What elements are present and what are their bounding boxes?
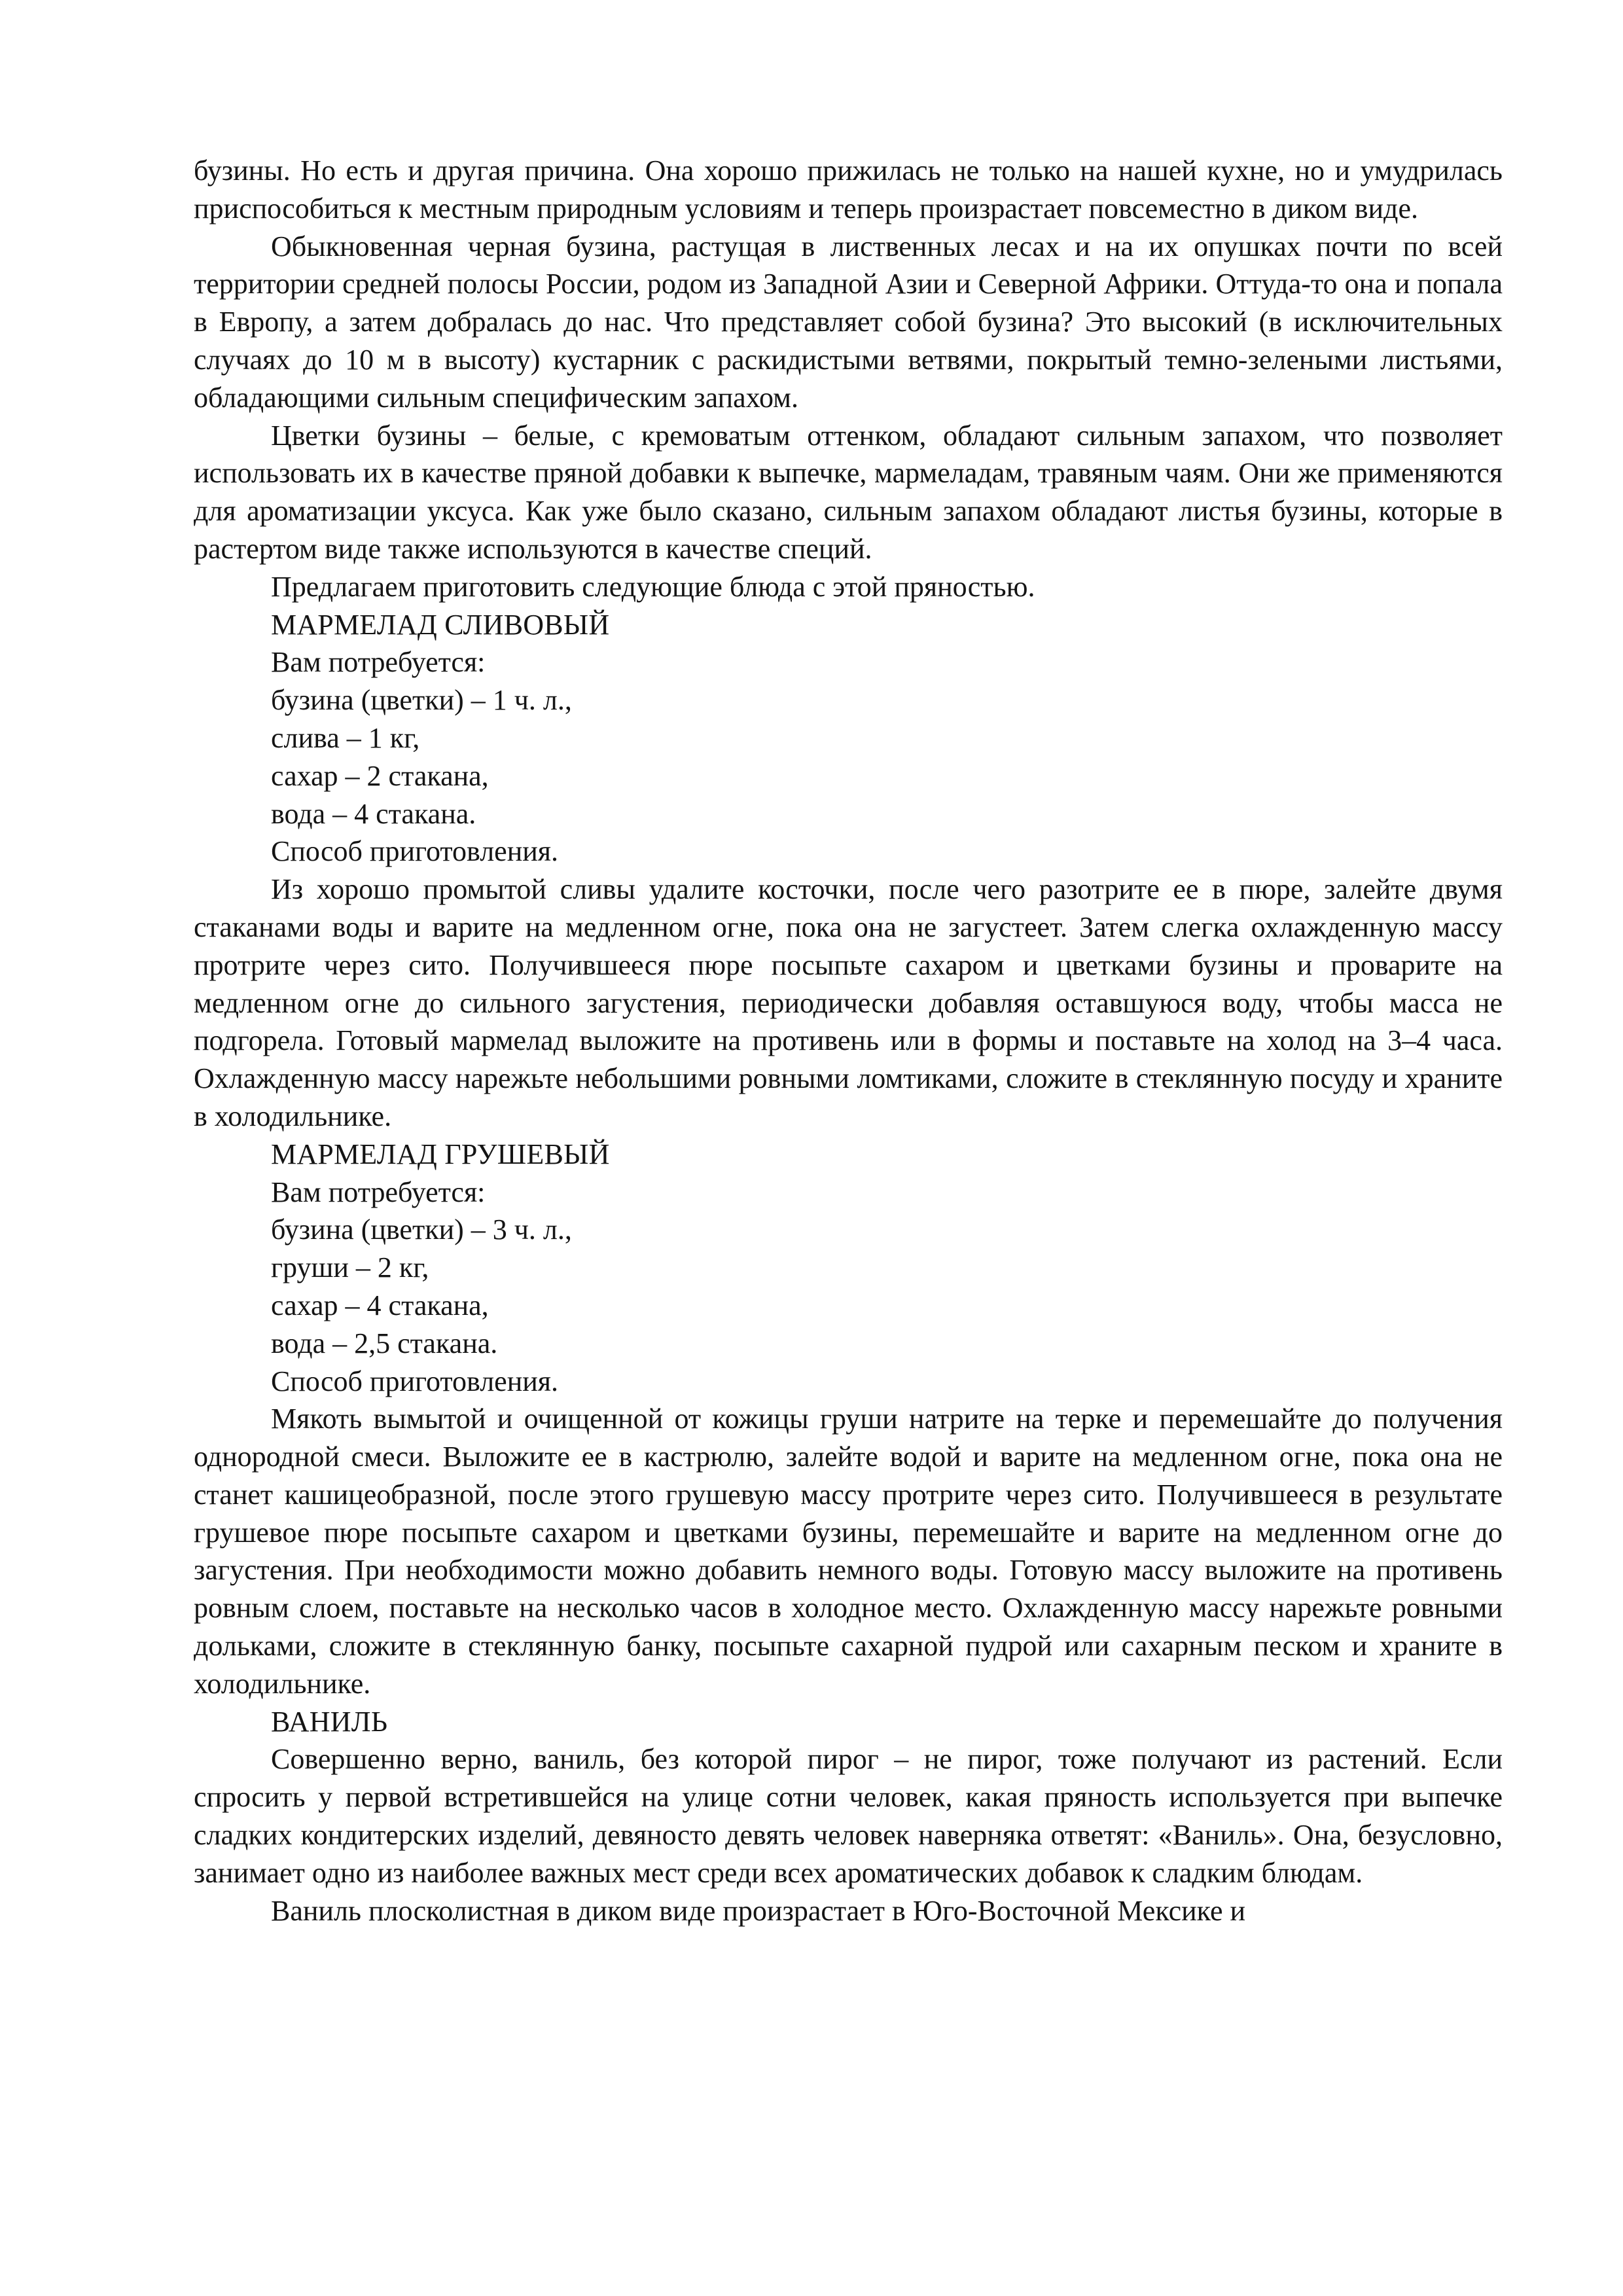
ingredient-item: груши – 2 кг, bbox=[271, 1251, 429, 1284]
ingredient-item: бузина (цветки) – 1 ч. л., bbox=[271, 684, 572, 717]
document-page bbox=[194, 152, 1503, 1929]
ingredient-item: сахар – 4 стакана, bbox=[271, 1289, 489, 1321]
recipe-plum-needs-label: Вам потребуется: bbox=[271, 646, 486, 679]
paragraph-intro-3: Цветки бузины – белые, с кремоватым оттенком, обладают сильным запахом, что позволяет использовать их в качестве пряной добавки к выпечке, мармеладам, травяным чаям. Они же применяются для ароматизации уксуса. Как уже было сказано, сильным запахом обладают листья бузины, которые в растертом виде также используются в качестве специй. bbox=[194, 419, 1503, 565]
recipe-plum bbox=[194, 606, 1503, 1136]
section-vanilla-title: ВАНИЛЬ bbox=[271, 1705, 388, 1738]
paragraph-intro-4: Предлагаем приготовить следующие блюда с этой пряностью. bbox=[271, 570, 1035, 603]
ingredient-item: сахар – 2 стакана, bbox=[271, 759, 489, 792]
ingredient-item: вода – 4 стакана. bbox=[271, 797, 476, 830]
paragraph-vanilla-2: Ваниль плосколистная в диком виде произрастает в Юго-Восточной Мексике и bbox=[271, 1894, 1246, 1927]
recipe-pear-needs-label: Вам потребуется: bbox=[271, 1175, 486, 1208]
recipe-pear-method-text: Мякоть вымытой и очищенной от кожицы груши натрите на терке и перемешайте до получения однородной смеси. Выложите ее в кастрюлю, залейте водой и варите на медленном огне, пока она не станет кашицеобразной, после этого грушевую массу протрите через сито. Получившееся в результате грушевое пюре посыпьте сахаром и цветками бузины, перемешайте и варите на медленном огне до загустения. При необходимости можно добавить немного воды. Готовую массу выложите на противень ровным слоем, поставьте на несколько часов в холодное место. Охлажденную массу нарежьте ровными дольками, сложите в стеклянную банку, посыпьте сахарной пудрой или сахарным песком и храните в холодильнике. bbox=[194, 1403, 1503, 1700]
paragraph-vanilla-1: Совершенно верно, ваниль, без которой пирог – не пирог, тоже получают из растений. Если спросить у первой встретившейся на улице сотни человек, какая пряность используется при выпечке сладких кондитерских изделий, девяносто девять человек наверняка ответят: «Ваниль». Она, безусловно, занимает одно из наиболее важных мест среди всех ароматических добавок к сладким блюдам. bbox=[194, 1743, 1503, 1889]
paragraph-intro-1: бузины. Но есть и другая причина. Она хорошо прижилась не только на нашей кухне, но и умудрилась приспособиться к местным природным условиям и теперь произрастает повсеместно в диком виде. bbox=[194, 154, 1503, 224]
recipe-plum-title: МАРМЕЛАД СЛИВОВЫЙ bbox=[271, 608, 610, 641]
ingredient-item: вода – 2,5 стакана. bbox=[271, 1327, 498, 1359]
recipe-plum-method-text: Из хорошо промытой сливы удалите косточки, после чего разотрите ее в пюре, залейте двумя стаканами воды и варите на медленном огне, пока она не загустеет. Затем слегка охлажденную массу протрите через сито. Получившееся пюре посыпьте сахаром и цветками бузины и проварите на медленном огне до сильного загустения, периодически добавляя оставшуюся воду, чтобы масса не подгорела. Готовый мармелад выложите на противень или в формы и поставьте на холод на 3–4 часа. Охлажденную массу нарежьте небольшими ровными ломтиками, сложите в стеклянную посуду и храните в холодильнике. bbox=[194, 873, 1503, 1132]
section-vanilla bbox=[194, 1703, 1503, 1930]
ingredient-item: бузина (цветки) – 3 ч. л., bbox=[271, 1213, 572, 1246]
recipe-pear-title: МАРМЕЛАД ГРУШЕВЫЙ bbox=[271, 1138, 610, 1170]
recipe-pear-method-label: Способ приготовления. bbox=[271, 1365, 559, 1397]
ingredient-item: слива – 1 кг, bbox=[271, 721, 420, 754]
paragraph-intro-2: Обыкновенная черная бузина, растущая в лиственных лесах и на их опушках почти по всей территории средней полосы России, родом из Западной Азии и Северной Африки. Оттуда-то она и попала в Европу, а затем добралась до нас. Что представляет собой бузина? Это высокий (в исключительных случаях до 10 м в высоту) кустарник с раскидистыми ветвями, покрытый темно-зелеными листьями, обладающими сильным специфическим запахом. bbox=[194, 230, 1503, 414]
recipe-plum-method-label: Способ приготовления. bbox=[271, 835, 559, 868]
recipe-pear bbox=[194, 1136, 1503, 1703]
